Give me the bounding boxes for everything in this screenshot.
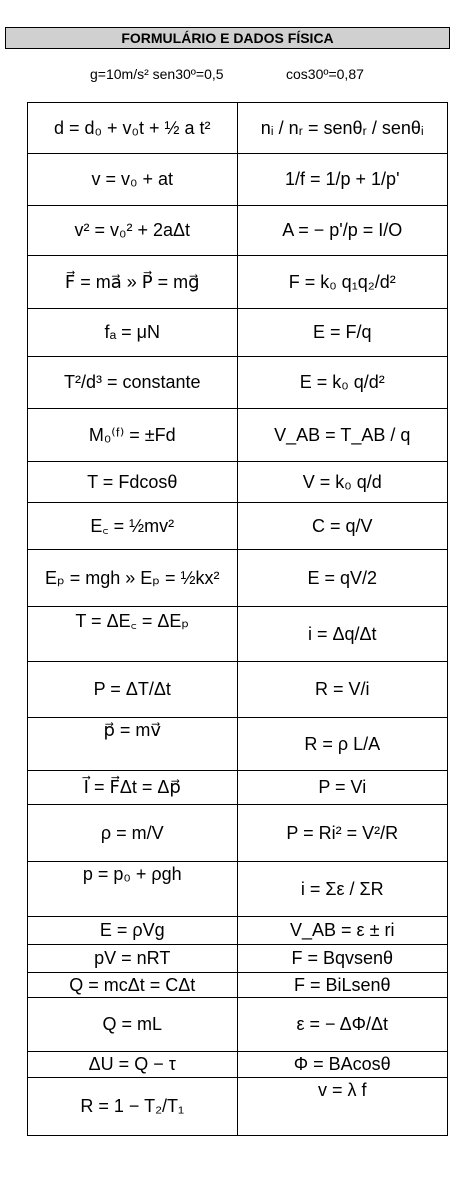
table-row bbox=[28, 917, 447, 945]
formula-cell: R = V/i bbox=[314, 679, 370, 699]
table-row bbox=[28, 973, 447, 998]
table-row bbox=[28, 862, 447, 917]
cosine-constant: cos30º=0,87 bbox=[286, 66, 364, 82]
formula-cell: F⃗ = ma⃗ » P⃗ = mg⃗ bbox=[28, 256, 238, 308]
formula-cell: C = q/V bbox=[311, 515, 373, 536]
formula-cell: i = Δq/Δt bbox=[307, 623, 377, 644]
formula-cell: ΔU = Q − τ bbox=[28, 1052, 238, 1077]
formula-table-2 bbox=[27, 502, 448, 1136]
table-row bbox=[28, 550, 447, 607]
table-row bbox=[28, 1052, 447, 1078]
formula-cell: M₀⁽ᶠ⁾ = ±Fd bbox=[28, 409, 238, 461]
formula-cell: F = k₀ q₁q₂/d² bbox=[288, 271, 396, 292]
formula-cell: T²/d³ = constante bbox=[28, 357, 238, 408]
formula-cell: E = ρVg bbox=[28, 917, 238, 944]
table-row bbox=[28, 462, 447, 502]
table-row bbox=[28, 409, 447, 462]
formula-cell: E = qV/2 bbox=[307, 567, 378, 588]
formula-cell: P = Vi bbox=[318, 777, 367, 797]
formula-cell: d = d₀ + v₀t + ½ a t² bbox=[28, 103, 238, 153]
table-row bbox=[28, 945, 447, 973]
table-row bbox=[28, 357, 447, 409]
formula-cell: F = Bqvsenθ bbox=[291, 948, 394, 968]
formula-cell: Q = mcΔt = CΔt bbox=[28, 973, 238, 997]
formula-cell: I⃗ = F⃗Δt = Δp⃗ bbox=[28, 771, 238, 804]
formula-cell: Q = mL bbox=[28, 998, 238, 1051]
formula-cell: Φ = BAcosθ bbox=[293, 1054, 391, 1074]
formula-cell: Eₚ = mgh » Eₚ = ½kx² bbox=[28, 550, 238, 606]
formula-cell: pV = nRT bbox=[28, 945, 238, 972]
formula-cell: ε = − ΔΦ/Δt bbox=[296, 1014, 388, 1034]
formula-cell: F = BiLsenθ bbox=[293, 974, 391, 995]
formula-cell: 1/f = 1/p + 1/p' bbox=[284, 169, 400, 189]
table-row bbox=[28, 998, 447, 1052]
formula-cell: P = Ri² = V²/R bbox=[286, 822, 399, 843]
formula-cell: V_AB = T_AB / q bbox=[274, 424, 411, 445]
formula-cell: i = Σε / ΣR bbox=[300, 878, 384, 899]
formula-cell: p = p₀ + ρgh bbox=[28, 862, 238, 916]
table-row bbox=[28, 503, 447, 550]
table-row bbox=[28, 771, 447, 805]
table-row bbox=[28, 662, 447, 718]
formula-cell: V_AB = ε ± ri bbox=[290, 920, 395, 940]
formula-cell: p⃗ = mv⃗ bbox=[28, 718, 238, 770]
formula-cell: T = Fdcosθ bbox=[28, 462, 238, 502]
table-row bbox=[28, 154, 447, 206]
formula-cell: ρ = m/V bbox=[28, 805, 238, 861]
formula-cell: P = ΔT/Δt bbox=[28, 662, 238, 717]
table-row bbox=[28, 1078, 447, 1135]
formula-cell: v = λ f bbox=[317, 1080, 367, 1100]
table-row bbox=[28, 309, 447, 357]
formula-cell: E = k₀ q/d² bbox=[299, 372, 385, 392]
formula-cell: R = 1 − T₂/T₁ bbox=[28, 1078, 238, 1135]
page-title: FORMULÁRIO E DADOS FÍSICA bbox=[5, 27, 450, 49]
formula-cell: nᵢ / nᵣ = senθᵣ / senθᵢ bbox=[260, 117, 424, 138]
table-row bbox=[28, 206, 447, 256]
formula-cell: V = k₀ q/d bbox=[302, 471, 382, 492]
formula-cell: E꜀ = ½mv² bbox=[28, 503, 238, 549]
table-row bbox=[28, 256, 447, 309]
formula-cell: E = F/q bbox=[312, 322, 372, 342]
formula-cell: T = ΔE꜀ = ΔEₚ bbox=[28, 607, 238, 661]
formula-cell: v = v₀ + at bbox=[28, 154, 238, 205]
formula-table-1 bbox=[27, 102, 448, 503]
constants-line bbox=[0, 66, 459, 86]
formula-cell: A = − p'/p = I/O bbox=[282, 220, 403, 240]
table-row bbox=[28, 103, 447, 154]
table-row bbox=[28, 607, 447, 662]
formula-cell: R = ρ L/A bbox=[304, 733, 381, 754]
formula-cell: fₐ = μN bbox=[28, 309, 238, 356]
formula-cell: v² = v₀² + 2aΔt bbox=[28, 206, 238, 255]
table-row bbox=[28, 718, 447, 771]
table-row bbox=[28, 805, 447, 862]
gravity-sine-constants: g=10m/s² sen30º=0,5 bbox=[90, 66, 224, 82]
